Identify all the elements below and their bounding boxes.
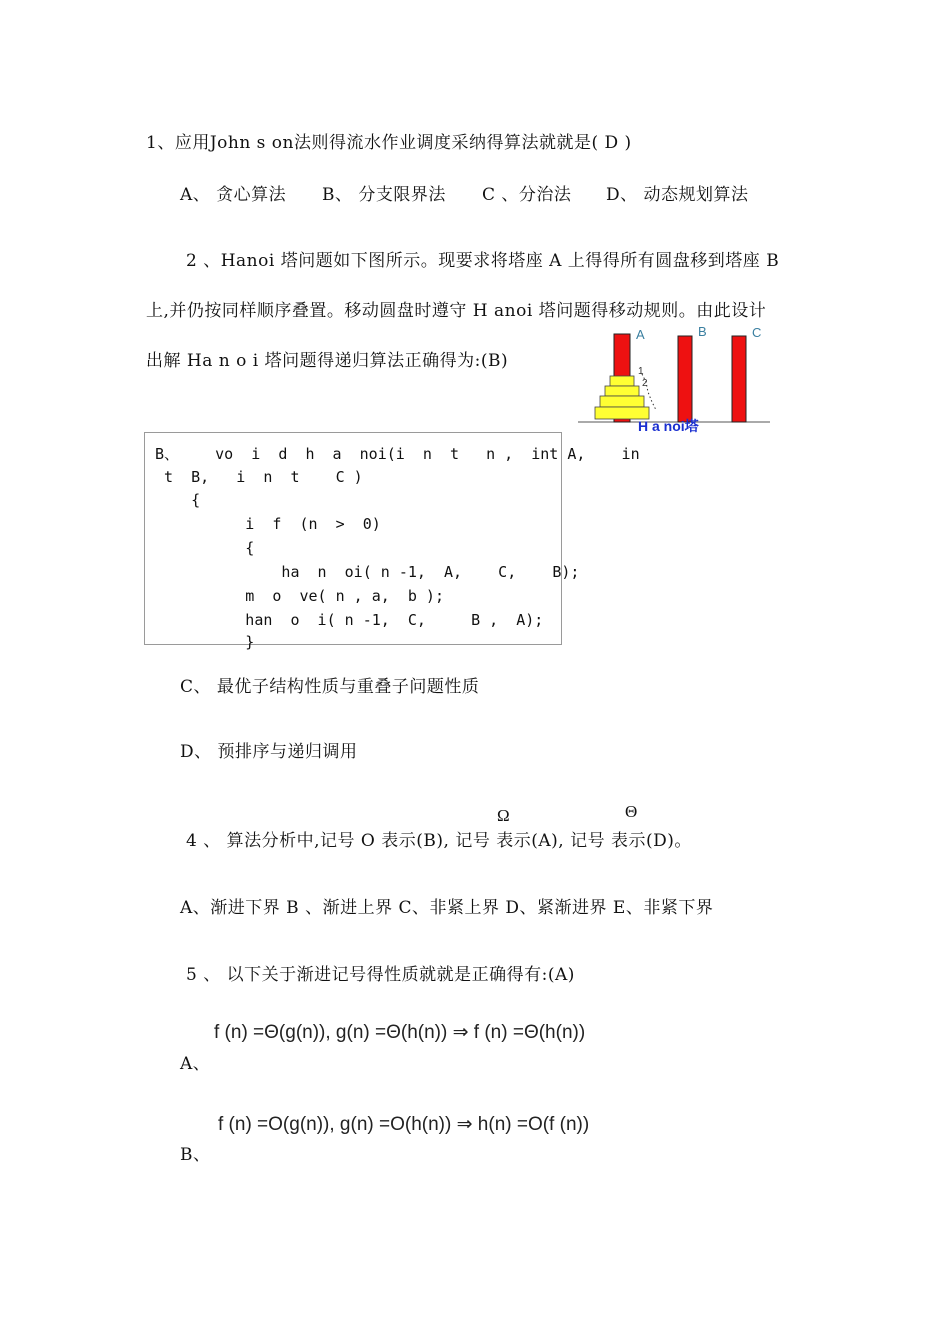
q2-line2: 上,并仍按同样顺序叠置。移动圆盘时遵守 H anoi 塔问题得移动规则。由此设计 (146, 301, 767, 321)
code-line-6: ha n oi( n -1, A, C, B); (155, 563, 580, 581)
code-line-4: i f (n > 0) (155, 515, 381, 533)
q5-label-b: B、 (180, 1145, 211, 1165)
q1-option-c: C 、分治法 (482, 185, 572, 205)
q2-line1: 2 、Hanoi 塔问题如下图所示。现要求将塔座 A 上得得所有圆盘移到塔座 B (186, 251, 780, 271)
q1-stem: 1、应用John s on法则得流水作业调度采纳得算法就就是( D ) (146, 133, 632, 153)
hanoi-figure (576, 322, 776, 442)
peg-label-c: C (752, 325, 762, 340)
q4-stem: 4 、 算法分析中,记号 O 表示(B), 记号 表示(A), 记号 表示(D)。 (186, 831, 692, 851)
peg-label-a: A (636, 327, 645, 342)
q5-stem: 5 、 以下关于渐进记号得性质就就是正确得有:(A) (186, 965, 575, 985)
code-line-2: t B, i n t C ) (155, 468, 363, 486)
disk-3 (600, 396, 644, 407)
q5-formula-b: f (n) =O(g(n)), g(n) =O(h(n)) ⇒ h(n) =O(f (n)) (218, 1114, 590, 1135)
code-box-option-b (144, 432, 640, 651)
omega-symbol: Ω (497, 806, 510, 825)
q2-line3: 出解 Ha n o i 塔问题得递归算法正确得为:(B) (146, 351, 509, 371)
disk-label-1: 1 (638, 366, 644, 377)
disk-label-2: 2 (642, 378, 648, 389)
code-line-9: } (155, 633, 255, 651)
figure-caption: H a noi塔 (638, 418, 699, 434)
code-line-3: { (155, 491, 201, 509)
q1-option-b: B、 分支限界法 (322, 185, 446, 205)
disk-1 (610, 376, 634, 386)
q5-label-a: A、 (180, 1054, 211, 1074)
q4-options: A、渐进下界 B 、渐进上界 C、非紧上界 D、紧渐进界 E、非紧下界 (180, 898, 714, 918)
theta-symbol: Θ (625, 802, 638, 821)
peg-label-b: B (698, 324, 707, 339)
peg-b (678, 336, 692, 422)
q2-option-d: D、 预排序与递归调用 (180, 742, 358, 762)
peg-c (732, 336, 746, 422)
q2-option-c: C、 最优子结构性质与重叠子问题性质 (180, 677, 480, 697)
q1-option-d: D、 动态规划算法 (606, 185, 749, 205)
code-line-1: B、 vo i d h a noi(i n t n , int A, in (155, 445, 640, 463)
q5-formula-a: f (n) =Θ(g(n)), g(n) =Θ(h(n)) ⇒ f (n) =Θ(h(n)) (214, 1022, 586, 1043)
disk-2 (605, 386, 639, 396)
code-line-7: m o ve( n , a, b ); (155, 587, 444, 605)
code-line-8: han o i( n -1, C, B , A); (155, 611, 544, 629)
q1-option-a: A、 贪心算法 (180, 185, 287, 205)
code-line-5: { (155, 539, 255, 557)
